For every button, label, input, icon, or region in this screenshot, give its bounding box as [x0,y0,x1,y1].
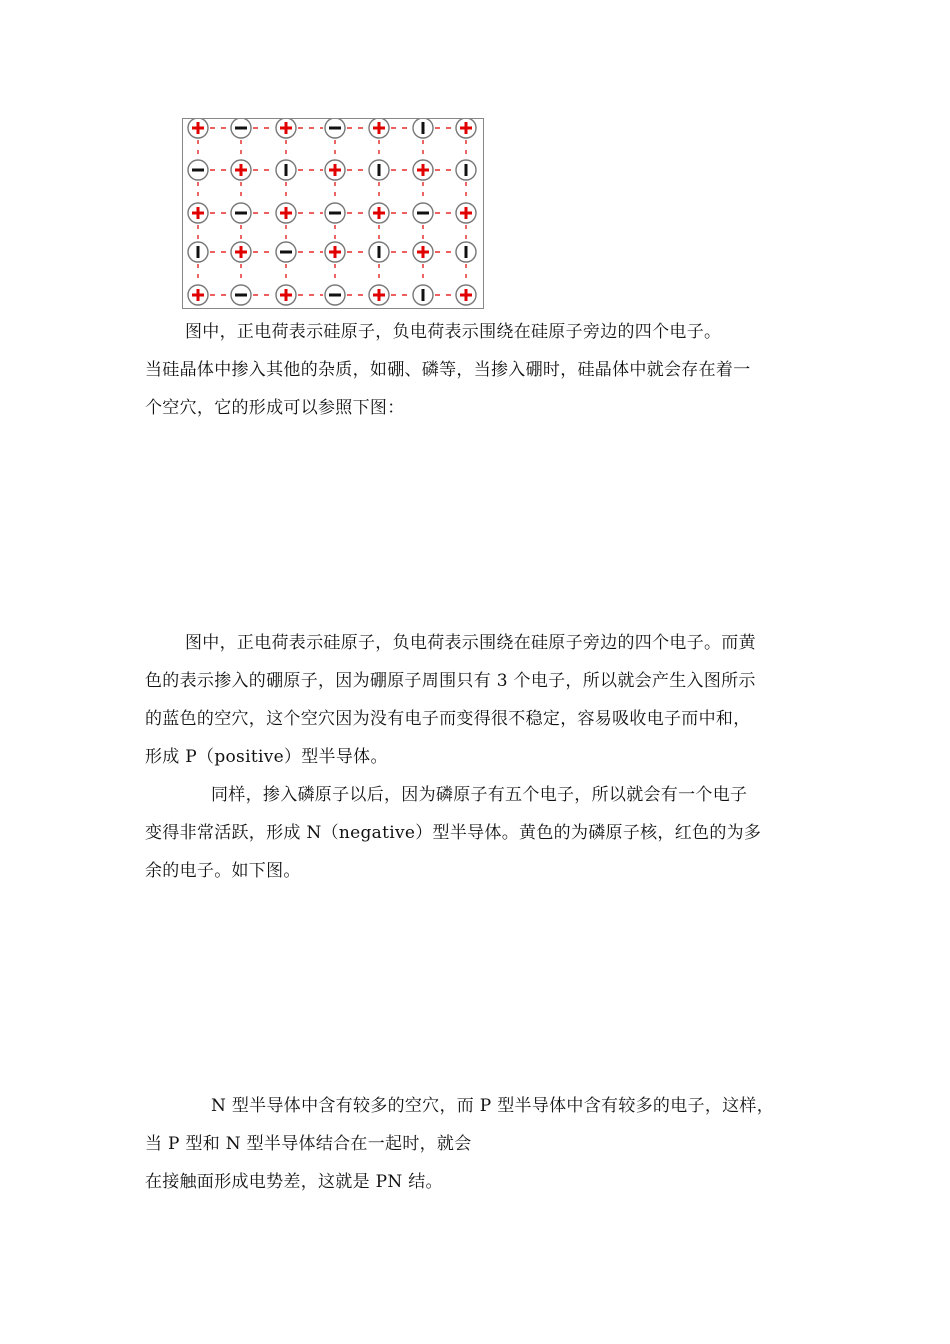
p1-line-2: 当硅晶体中掺入其他的杂质，如硼、磷等，当掺入硼时，硅晶体中就会存在着一 [145,360,751,380]
p1-line-3: 个空穴，它的形成可以参照下图： [145,398,405,418]
p2-line-2: 色的表示掺入的硼原子，因为硼原子周围只有 3 个电子，所以就会产生入图所示 [145,671,756,691]
p3-line-3: 余的电子。如下图。 [145,861,301,881]
p4-line-3: 在接触面形成电势差，这就是 PN 结。 [145,1172,443,1192]
p2-line-3: 的蓝色的空穴，这个空穴因为没有电子而变得很不稳定，容易吸收电子而中和， [145,709,751,729]
p2-line-4: 形成 P（positive）型半导体。 [145,747,388,767]
p3-line-1: 同样，掺入磷原子以后，因为磷原子有五个电子，所以就会有一个电子 [211,785,748,805]
p4-line-2: 当 P 型和 N 型半导体结合在一起时，就会 [145,1134,472,1154]
p4-line-1: N 型半导体中含有较多的空穴，而 P 型半导体中含有较多的电子，这样， [211,1096,775,1116]
silicon-lattice-figure [182,118,484,309]
p1-line-1: 图中，正电荷表示硅原子，负电荷表示围绕在硅原子旁边的四个电子。 [185,322,722,342]
p3-line-2: 变得非常活跃，形成 N（negative）型半导体。黄色的为磷原子核，红色的为多 [145,823,762,843]
p2-line-1: 图中，正电荷表示硅原子，负电荷表示围绕在硅原子旁边的四个电子。而黄 [185,633,756,653]
lattice-svg [183,119,483,308]
